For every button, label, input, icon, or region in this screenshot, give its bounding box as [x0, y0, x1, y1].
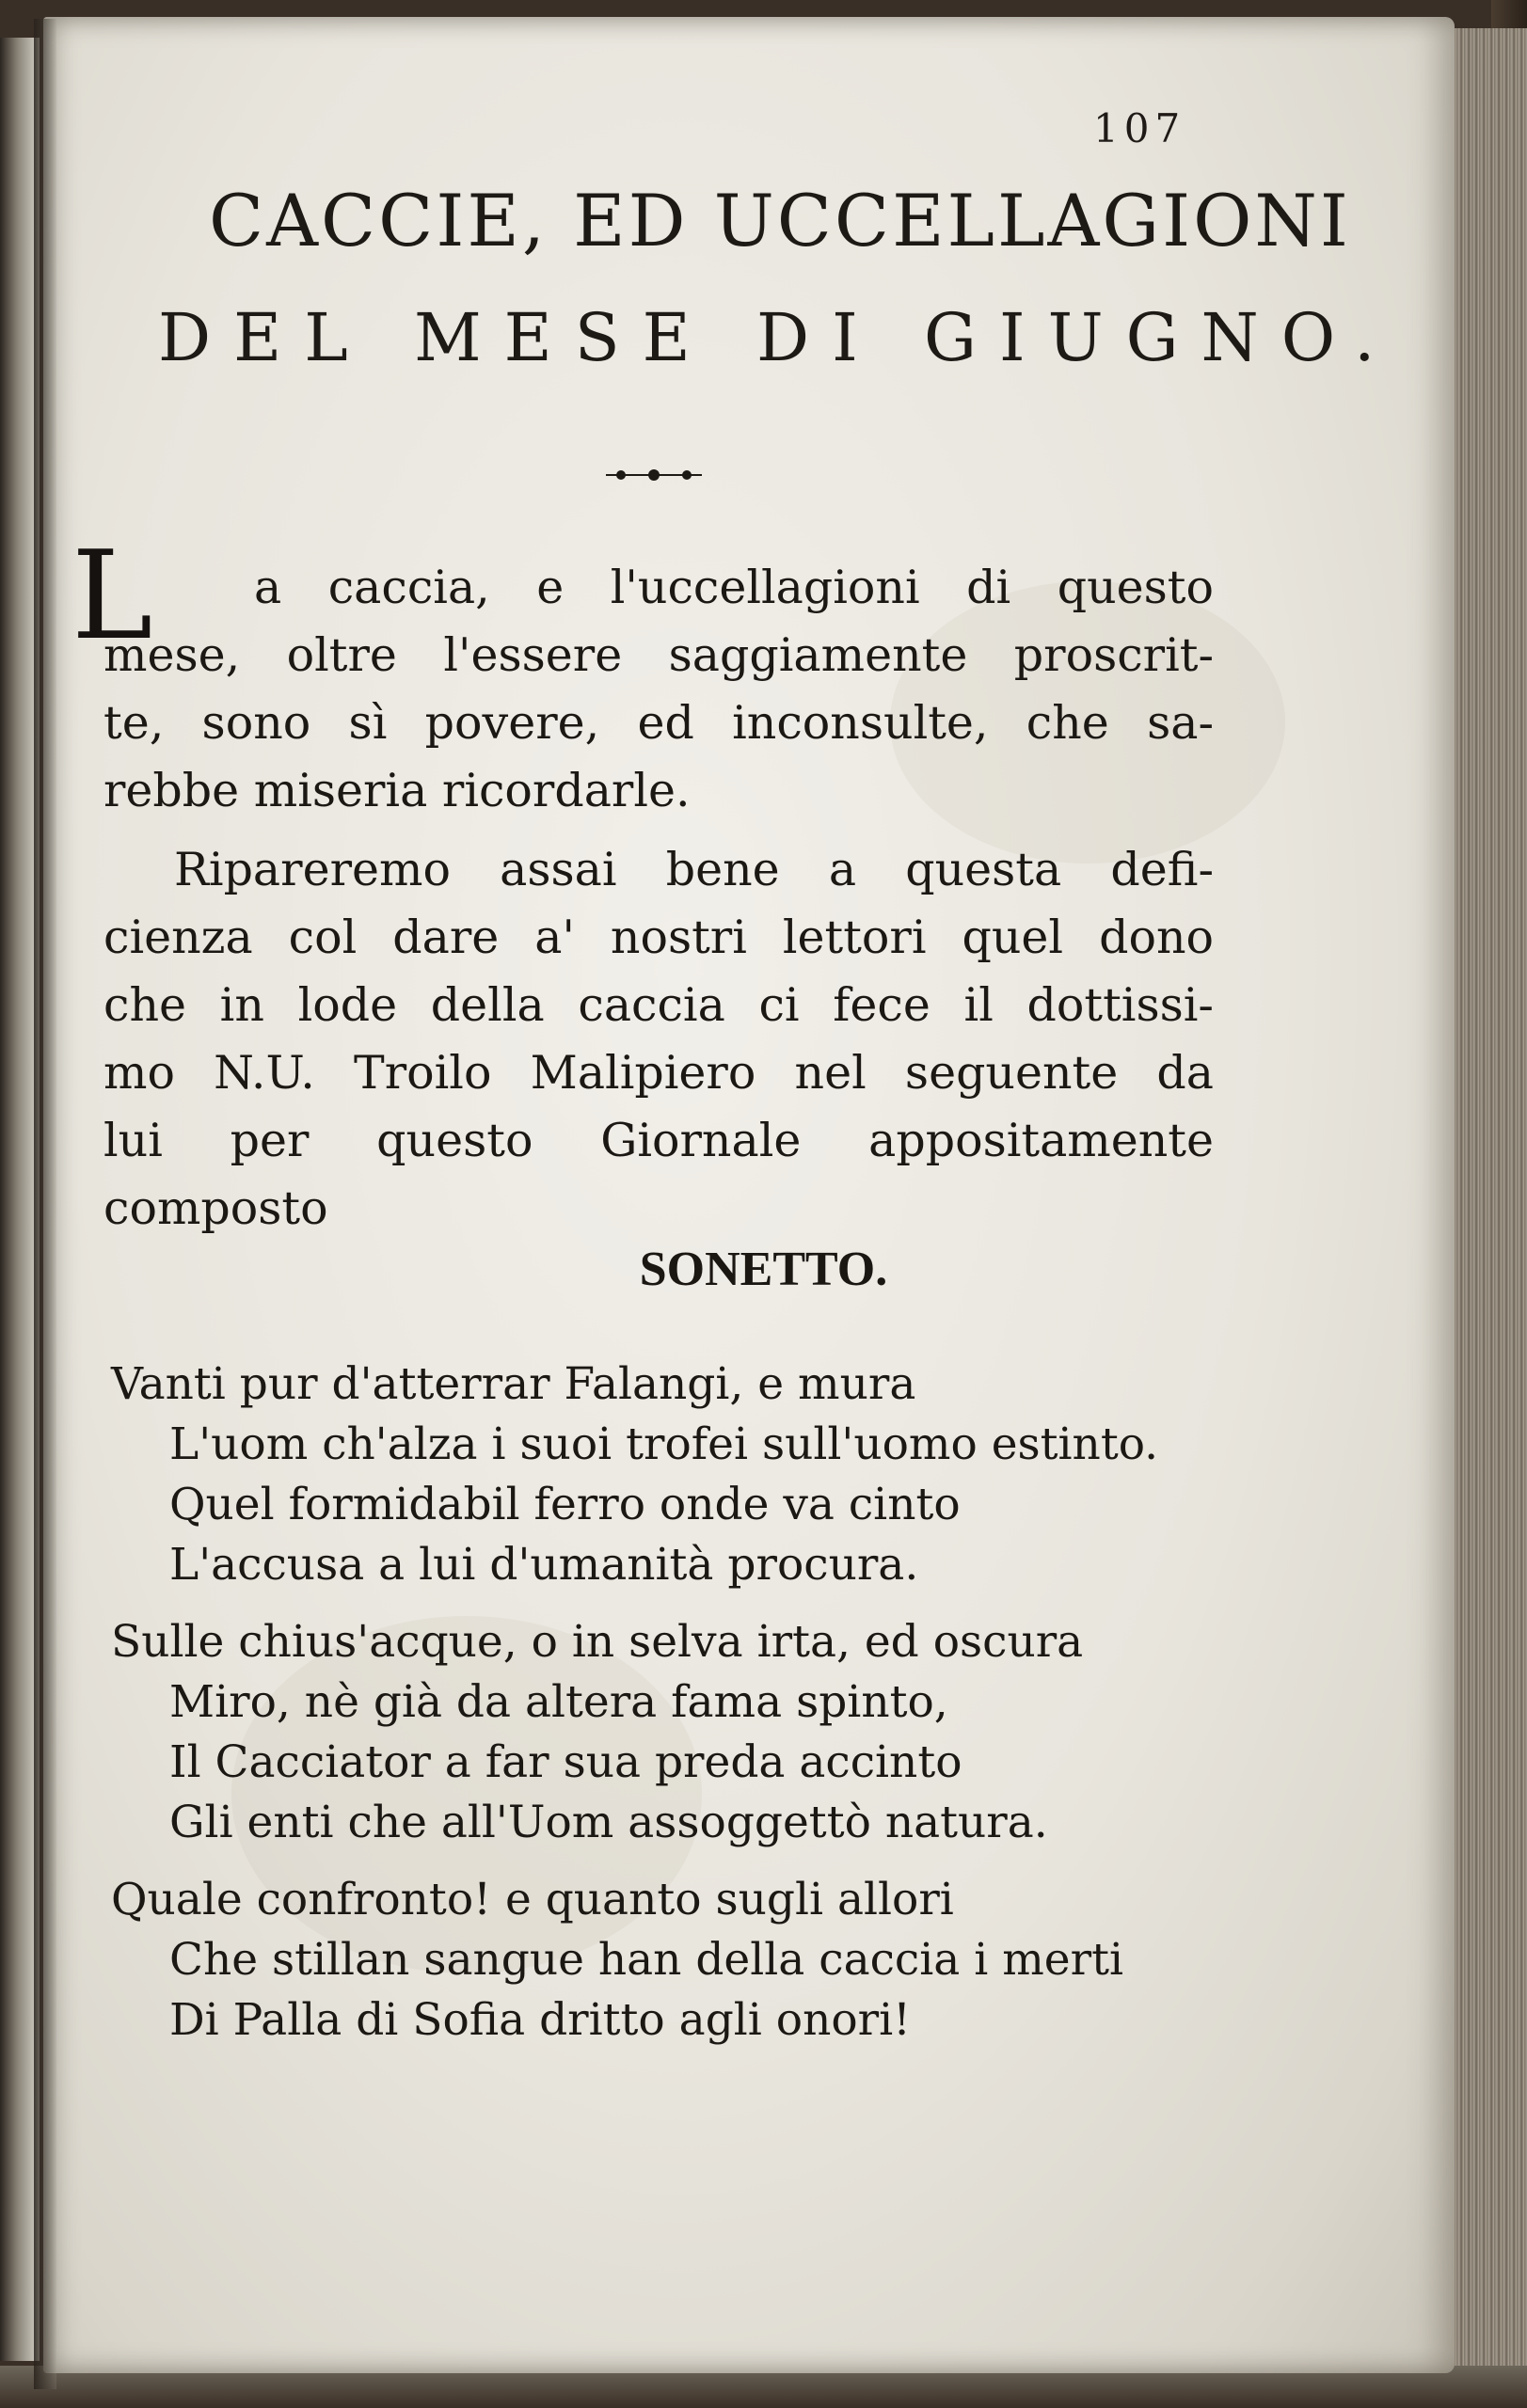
page-edges	[1449, 28, 1527, 2380]
prose-line: mo N.U. Troilo Malipiero nel seguente da	[103, 1046, 1214, 1100]
prose-line: te, sono sì povere, ed inconsulte, che sa-	[103, 696, 1214, 750]
poem-line: Che stillan sangue han della caccia i merti	[169, 1934, 1123, 1986]
prose-line: Ripareremo assai bene a questa defi-	[174, 843, 1214, 896]
poem-line: Il Cacciator a far sua preda accinto	[169, 1736, 962, 1788]
drop-cap: L	[72, 524, 153, 667]
prose-line: composto	[103, 1181, 328, 1235]
gutter-shadow	[34, 19, 56, 2389]
prose-line: lui per questo Giornale appositamente	[103, 1114, 1214, 1167]
poem-line: L'uom ch'alza i suoi trofei sull'uomo estinto.	[169, 1418, 1159, 1470]
ornament-divider	[602, 465, 706, 485]
sonnet-heading: SONETTO.	[639, 1243, 888, 1296]
poem-line: L'accusa a lui d'umanità procura.	[169, 1539, 919, 1591]
prose-line: mese, oltre l'essere saggiamente proscrit-	[103, 628, 1214, 682]
chapter-title-line-1: CACCIE, ED UCCELLAGIONI	[209, 179, 1351, 262]
poem-line: Sulle chius'acque, o in selva irta, ed oscura	[111, 1616, 1084, 1668]
prose-line: che in lode della caccia ci fece il dottissi-	[103, 978, 1214, 1032]
poem-line: Quel formidabil ferro onde va cinto	[169, 1479, 961, 1530]
chapter-title-line-2: DEL MESE DI GIUGNO.	[158, 299, 1398, 376]
prose-line: a caccia, e l'uccellagioni di questo	[254, 561, 1214, 614]
poem-line: Quale confronto! e quanto sugli allori	[111, 1874, 954, 1925]
prose-line: cienza col dare a' nostri lettori quel dono	[103, 911, 1214, 964]
poem-line: Gli enti che all'Uom assoggettò natura.	[169, 1797, 1048, 1848]
poem-line: Miro, nè già da altera fama spinto,	[169, 1676, 948, 1728]
poem-line: Di Palla di Sofia dritto agli onori!	[169, 1994, 912, 2046]
poem-line: Vanti pur d'atterrar Falangi, e mura	[111, 1358, 916, 1410]
prose-line: rebbe miseria ricordarle.	[103, 764, 691, 817]
page-number: 107	[1093, 105, 1186, 151]
